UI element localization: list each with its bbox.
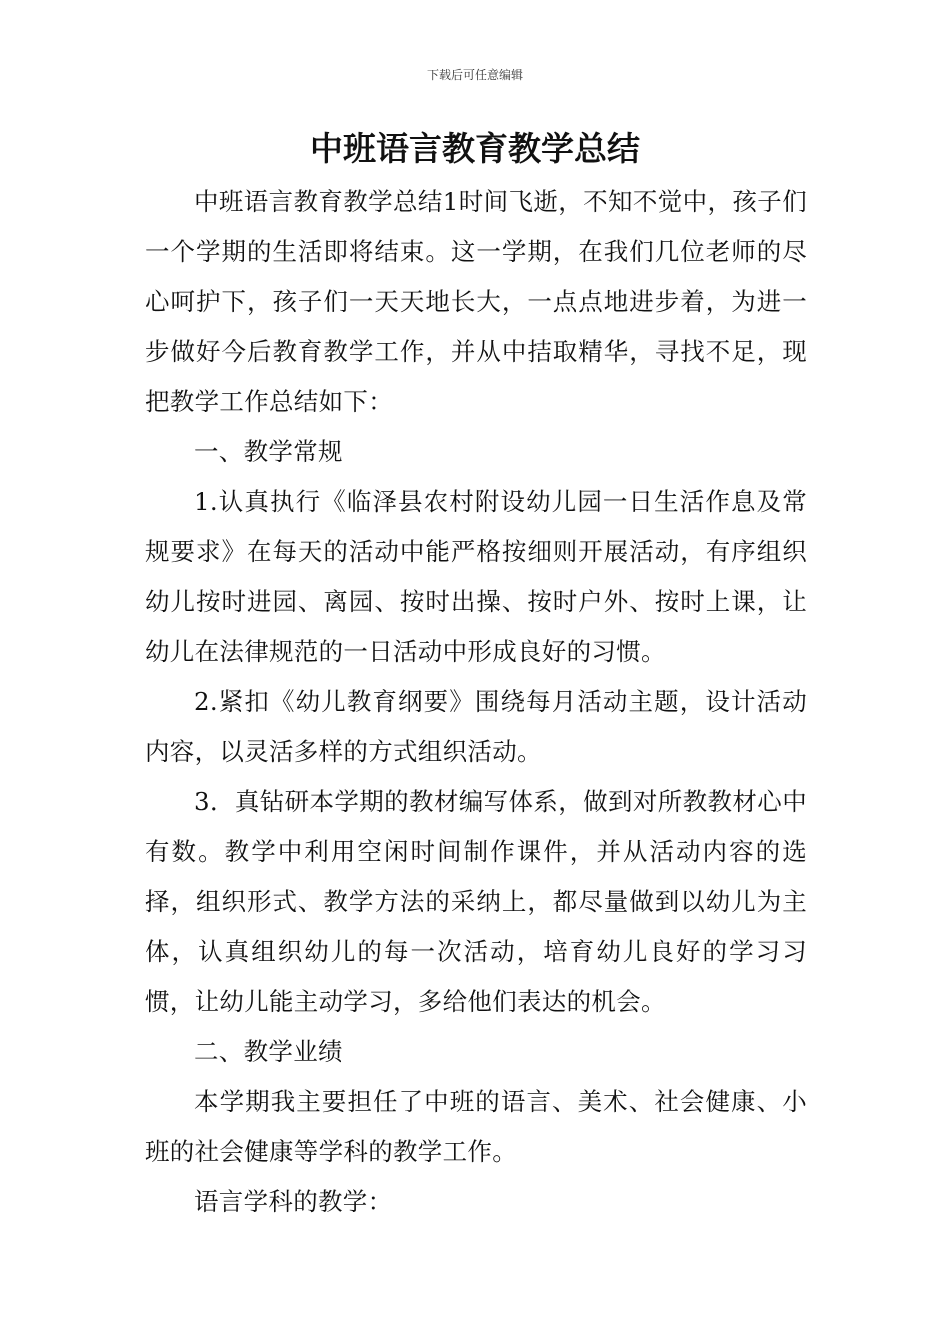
paragraph-subjects: 本学期我主要担任了中班的语言、美术、社会健康、小班的社会健康等学科的教学工作。: [145, 1087, 807, 1166]
paragraph-item-1: 1.认真执行《临泽县农村附设幼儿园一日生活作息及常规要求》在每天的活动中能严格按细则开展活动，有序组织幼儿按时进园、离园、按时出操、按时户外、按时上课，让幼儿在法律规范的一日活动中形成良好的习惯。: [145, 487, 807, 666]
section-heading-performance: 二、教学业绩: [194, 1037, 343, 1066]
section-heading-routine: 一、教学常规: [194, 437, 343, 466]
paragraph-intro: 中班语言教育教学总结1时间飞逝，不知不觉中，孩子们一个学期的生活即将结束。这一学期，在我们几位老师的尽心呵护下，孩子们一天天地长大，一点点地进步着，为进一步做好今后教育教学工作，并从中拮取精华，寻找不足，现把教学工作总结如下：: [145, 187, 807, 416]
document-body: [145, 177, 807, 1227]
paragraph-item-2: 2.紧扣《幼儿教育纲要》围绕每月活动主题，设计活动内容，以灵活多样的方式组织活动。: [145, 687, 807, 766]
document-title: 中班语言教育教学总结: [310, 129, 640, 168]
header-note: 下载后可任意编辑: [426, 68, 523, 82]
paragraph-item-3: 3．真钻研本学期的教材编写体系，做到对所教教材心中有数。教学中利用空闲时间制作课件，并从活动内容的选择，组织形式、教学方法的采纳上，都尽量做到以幼儿为主体，认真组织幼儿的每一次活动，培育幼儿良好的学习习惯，让幼儿能主动学习，多给他们表达的机会。: [145, 787, 807, 1016]
paragraph-language-teaching: 语言学科的教学：: [194, 1187, 393, 1216]
